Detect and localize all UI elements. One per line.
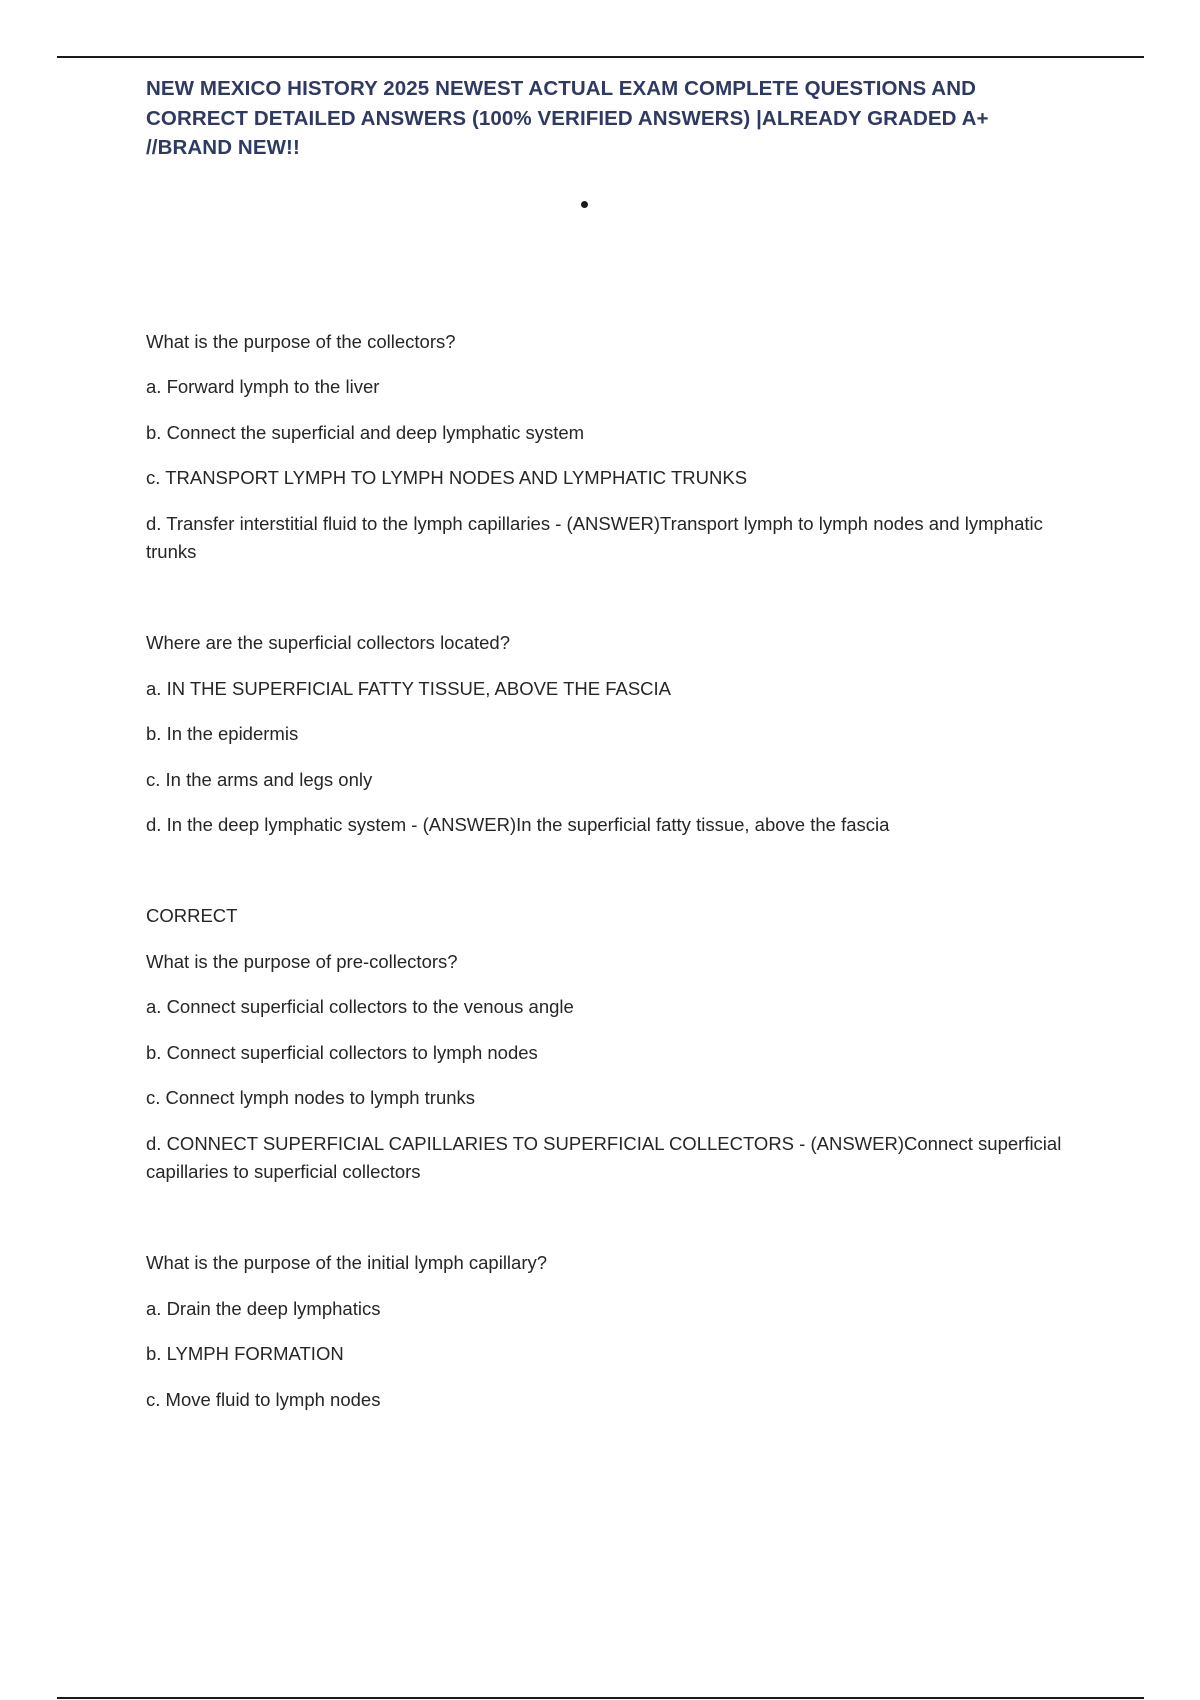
question-3-option-a: a. Connect superficial collectors to the venous angle (146, 996, 574, 1017)
question-3-option-b: b. Connect superficial collectors to lymph nodes (146, 1042, 538, 1063)
question-1-option-b: b. Connect the superficial and deep lymphatic system (146, 422, 585, 443)
question-2-option-c: c. In the arms and legs only (146, 769, 373, 790)
document-title: NEW MEXICO HISTORY 2025 NEWEST ACTUAL EXAM COMPLETE QUESTIONS AND CORRECT DETAILED ANSWERS (100% VERIFIED ANSWERS) |ALREADY GRADED A+ //BRAND NEW!! (146, 77, 989, 159)
question-3-option-c: c. Connect lymph nodes to lymph trunks (146, 1087, 476, 1108)
question-3-option-d: d. CONNECT SUPERFICIAL CAPILLARIES TO SUPERFICIAL COLLECTORS - (ANSWER)Connect superficial capillaries to superficial collectors (146, 1133, 1062, 1182)
question-1-option-d: d. Transfer interstitial fluid to the lymph capillaries - (ANSWER)Transport lymph to lymph nodes and lymphatic trunks (146, 513, 1043, 562)
question-4-option-c: c. Move fluid to lymph nodes (146, 1389, 381, 1410)
question-4: What is the purpose of the initial lymph capillary? (146, 1252, 548, 1273)
question-3: What is the purpose of pre-collectors? (146, 951, 458, 972)
question-2: Where are the superficial collectors located? (146, 632, 511, 653)
question-1-option-a: a. Forward lymph to the liver (146, 376, 380, 397)
correct-label: CORRECT (146, 905, 238, 926)
question-1: What is the purpose of the collectors? (146, 331, 456, 352)
question-2-option-a: a. IN THE SUPERFICIAL FATTY TISSUE, ABOVE THE FASCIA (146, 678, 672, 699)
question-2-option-d: d. In the deep lymphatic system - (ANSWER)In the superficial fatty tissue, above the fascia (146, 814, 890, 835)
bottom-rule (57, 1697, 1144, 1699)
question-1-option-c: c. TRANSPORT LYMPH TO LYMPH NODES AND LYMPHATIC TRUNKS (146, 467, 748, 488)
question-4-option-b: b. LYMPH FORMATION (146, 1343, 344, 1364)
question-2-option-b: b. In the epidermis (146, 723, 299, 744)
top-rule (57, 56, 1144, 58)
question-4-option-a: a. Drain the deep lymphatics (146, 1298, 381, 1319)
bullet-point (581, 201, 588, 208)
